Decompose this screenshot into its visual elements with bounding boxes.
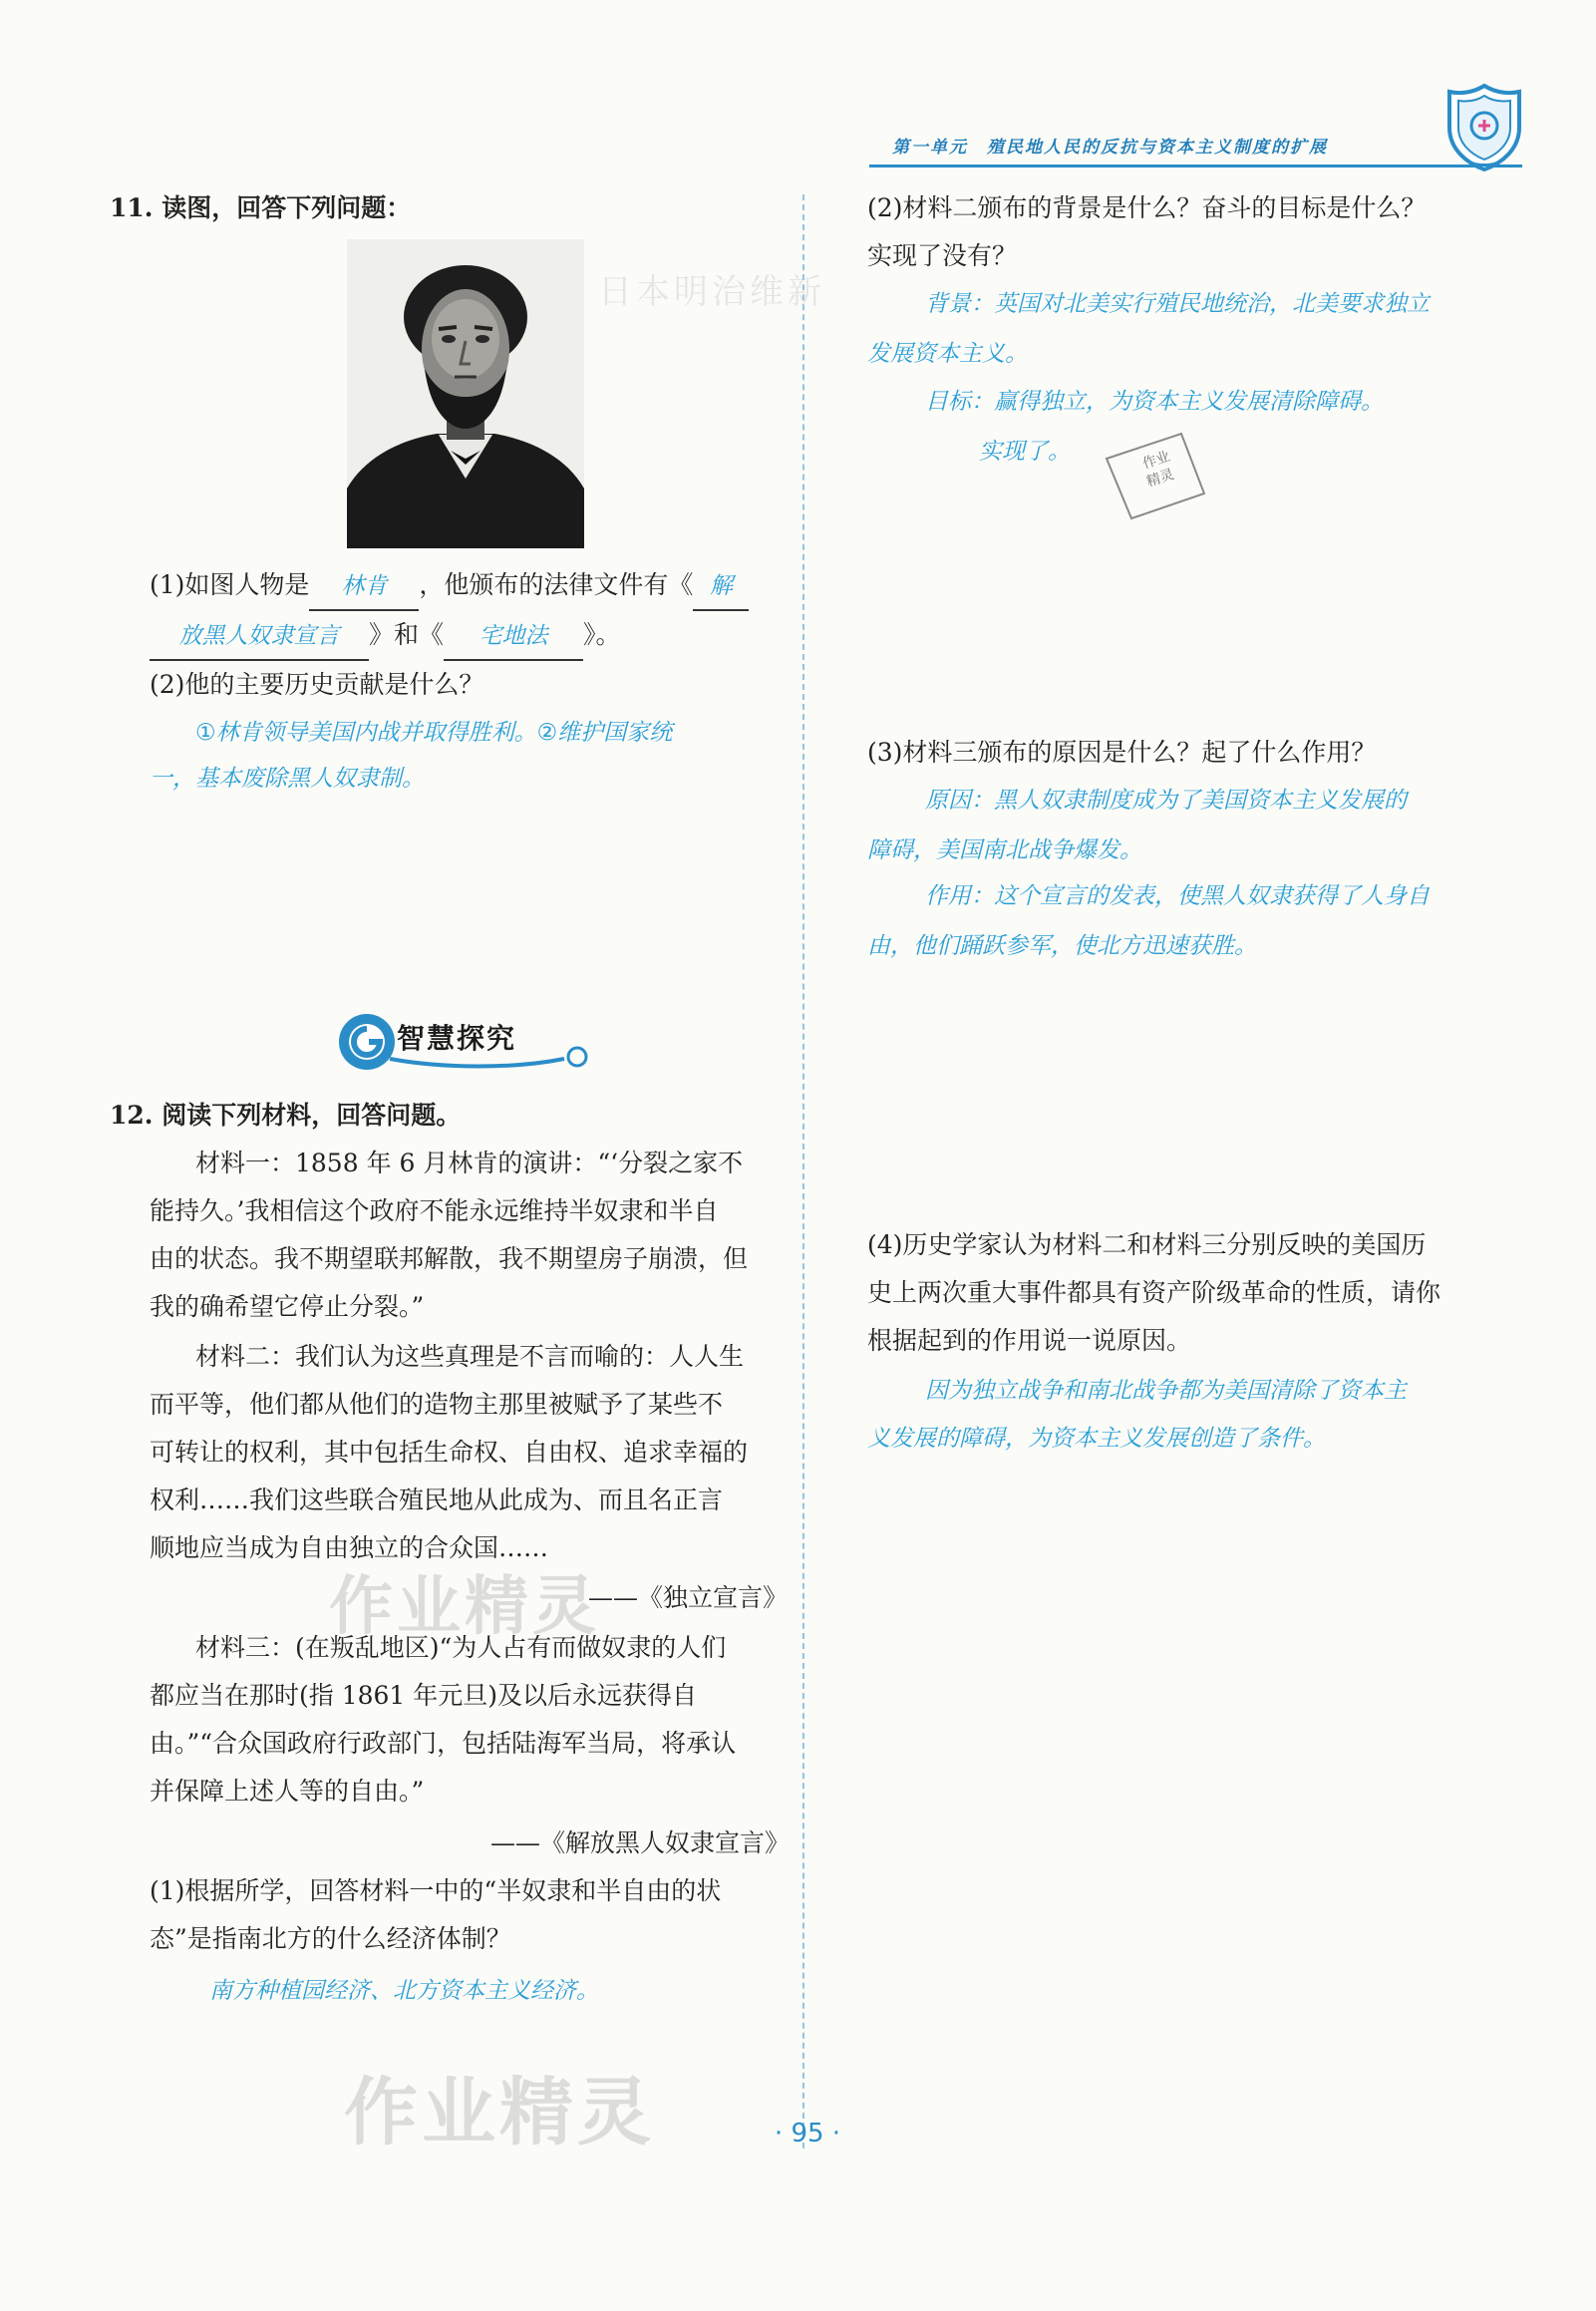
q12-sub3: (3)材料三颁布的原因是什么？起了什么作用？	[867, 738, 1377, 767]
q12-m1-l1: 材料一：1858 年 6 月林肯的演讲：“‘分裂之家不	[195, 1149, 744, 1177]
q12-sub2-answer-1: 背景：英国对北美实行殖民地统治，北美要求独立	[925, 291, 1430, 317]
stamp-text-2: 精灵	[1144, 466, 1176, 491]
q12-m3-source: ——《解放黑人奴隶宣言》	[490, 1828, 791, 1857]
q12-sub2-l1: (2)材料二颁布的背景是什么？奋斗的目标是什么？	[867, 193, 1427, 222]
q12-sub1-l2: 态”是指南北方的什么经济体制？	[150, 1924, 511, 1953]
q11-sub1-line1	[150, 562, 749, 611]
q12-sub4-answer-1: 因为独立战争和南北战争都为美国清除了资本主	[925, 1378, 1407, 1404]
q12-m2-l3: 可转让的权利，其中包括生命权、自由权、追求幸福的	[150, 1438, 749, 1467]
q12-sub4-answer-2: 义发展的障碍，为资本主义发展创造了条件。	[867, 1426, 1326, 1452]
watermark-2: 作业精灵	[344, 2070, 655, 2155]
q11-sub2-answer-2: 一，基本废除黑人奴隶制。	[150, 766, 425, 792]
q11-doc2-answer: 宅地法	[444, 613, 583, 661]
q12-m3-l2: 都应当在那时(指 1861 年元旦)及以后永远获得自	[150, 1681, 698, 1710]
section-title: 智慧探究	[397, 1022, 517, 1055]
q12-sub2-answer-3: 目标：赢得独立，为资本主义发展清除障碍。	[925, 389, 1384, 415]
q11-person-answer: 林肯	[309, 563, 419, 611]
q11-sub2-answer-1: ①林肯领导美国内战并取得胜利。②维护国家统	[195, 720, 673, 746]
q11-doc1-answer-part1: 解	[693, 563, 749, 611]
q12-m3-l1: 材料三：(在叛乱地区)“为人占有而做奴隶的人们	[195, 1633, 727, 1662]
q12-m1-l2: 能持久。’我相信这个政府不能永远维持半奴隶和半自	[150, 1196, 719, 1225]
unit-title: 第一单元 殖民地人民的反抗与资本主义制度的扩展	[892, 138, 1328, 158]
q12-sub2-l2: 实现了没有？	[867, 241, 1018, 270]
q12-sub2-answer-2: 发展资本主义。	[867, 341, 1028, 367]
q12-sub2-answer-4: 实现了。	[979, 439, 1071, 465]
q11-doc1-answer-part2: 放黑人奴隶宣言	[150, 613, 369, 661]
q12-m2-source: ——《独立宣言》	[588, 1583, 789, 1612]
q12-m3-l3: 由。”“合众国政府行政部门，包括陆海军当局，将承认	[150, 1729, 737, 1758]
q12-sub4-l2: 史上两次重大事件都具有资产阶级革命的性质，请你	[867, 1278, 1441, 1307]
q12-sub4-l1: (4)历史学家认为材料二和材料三分别反映的美国历	[867, 1230, 1427, 1259]
page-number: · 95 ·	[774, 2119, 841, 2148]
q12-sub3-answer-1: 原因：黑人奴隶制度成为了美国资本主义发展的	[925, 788, 1407, 814]
q12-m2-l4: 权利……我们这些联合殖民地从此成为、而且名正言	[150, 1486, 724, 1514]
shield-logo-icon	[1443, 82, 1525, 173]
lincoln-portrait	[347, 239, 584, 548]
q12-m3-l4: 并保障上述人等的自由。”	[150, 1777, 425, 1806]
q12-sub1-l1: (1)根据所学，回答材料一中的“半奴隶和半自由的状	[150, 1876, 722, 1905]
q11-sub1-line2	[150, 612, 621, 661]
q12-m2-l5: 顺地应当成为自由独立的合众国……	[150, 1533, 549, 1562]
column-divider	[802, 194, 804, 2148]
watermark-1: 作业精灵	[329, 1570, 600, 1644]
header-rule	[869, 165, 1522, 167]
q12-sub3-answer-2: 障碍，美国南北战争爆发。	[867, 837, 1142, 863]
bleed-through-text: 日本明治维新	[598, 272, 825, 312]
q11-stem: 11. 读图，回答下列问题：	[110, 193, 412, 222]
stamp-icon	[1087, 419, 1216, 528]
q11-sub1-mid2: 》和《	[369, 620, 445, 649]
q12-stem: 12. 阅读下列材料，回答问题。	[110, 1101, 462, 1130]
q12-m1-l4: 我的确希望它停止分裂。”	[150, 1292, 425, 1321]
q12-sub1-answer: 南方种植园经济、北方资本主义经济。	[209, 1978, 599, 2004]
q11-sub1-mid: ，他颁布的法律文件有《	[419, 570, 694, 599]
q12-m2-l1: 材料二：我们认为这些真理是不言而喻的：人人生	[195, 1342, 745, 1371]
q12-m1-l3: 由的状态。我不期望联邦解散，我不期望房子崩溃，但	[150, 1244, 749, 1273]
q11-sub1-end: 》。	[583, 620, 621, 649]
q12-m2-l2: 而平等，他们都从他们的造物主那里被赋予了某些不	[150, 1390, 724, 1419]
q12-sub3-answer-4: 由，他们踊跃参军，使北方迅速获胜。	[867, 933, 1257, 959]
stamp-text-1: 作业	[1140, 448, 1172, 473]
q11-sub2: (2)他的主要历史贡献是什么？	[150, 670, 484, 699]
q12-sub3-answer-3: 作用：这个宣言的发表，使黑人奴隶获得了人身自	[925, 883, 1430, 909]
q12-sub4-l3: 根据起到的作用说一说原因。	[867, 1326, 1192, 1355]
q11-sub1-prefix: (1)如图人物是	[150, 570, 310, 599]
